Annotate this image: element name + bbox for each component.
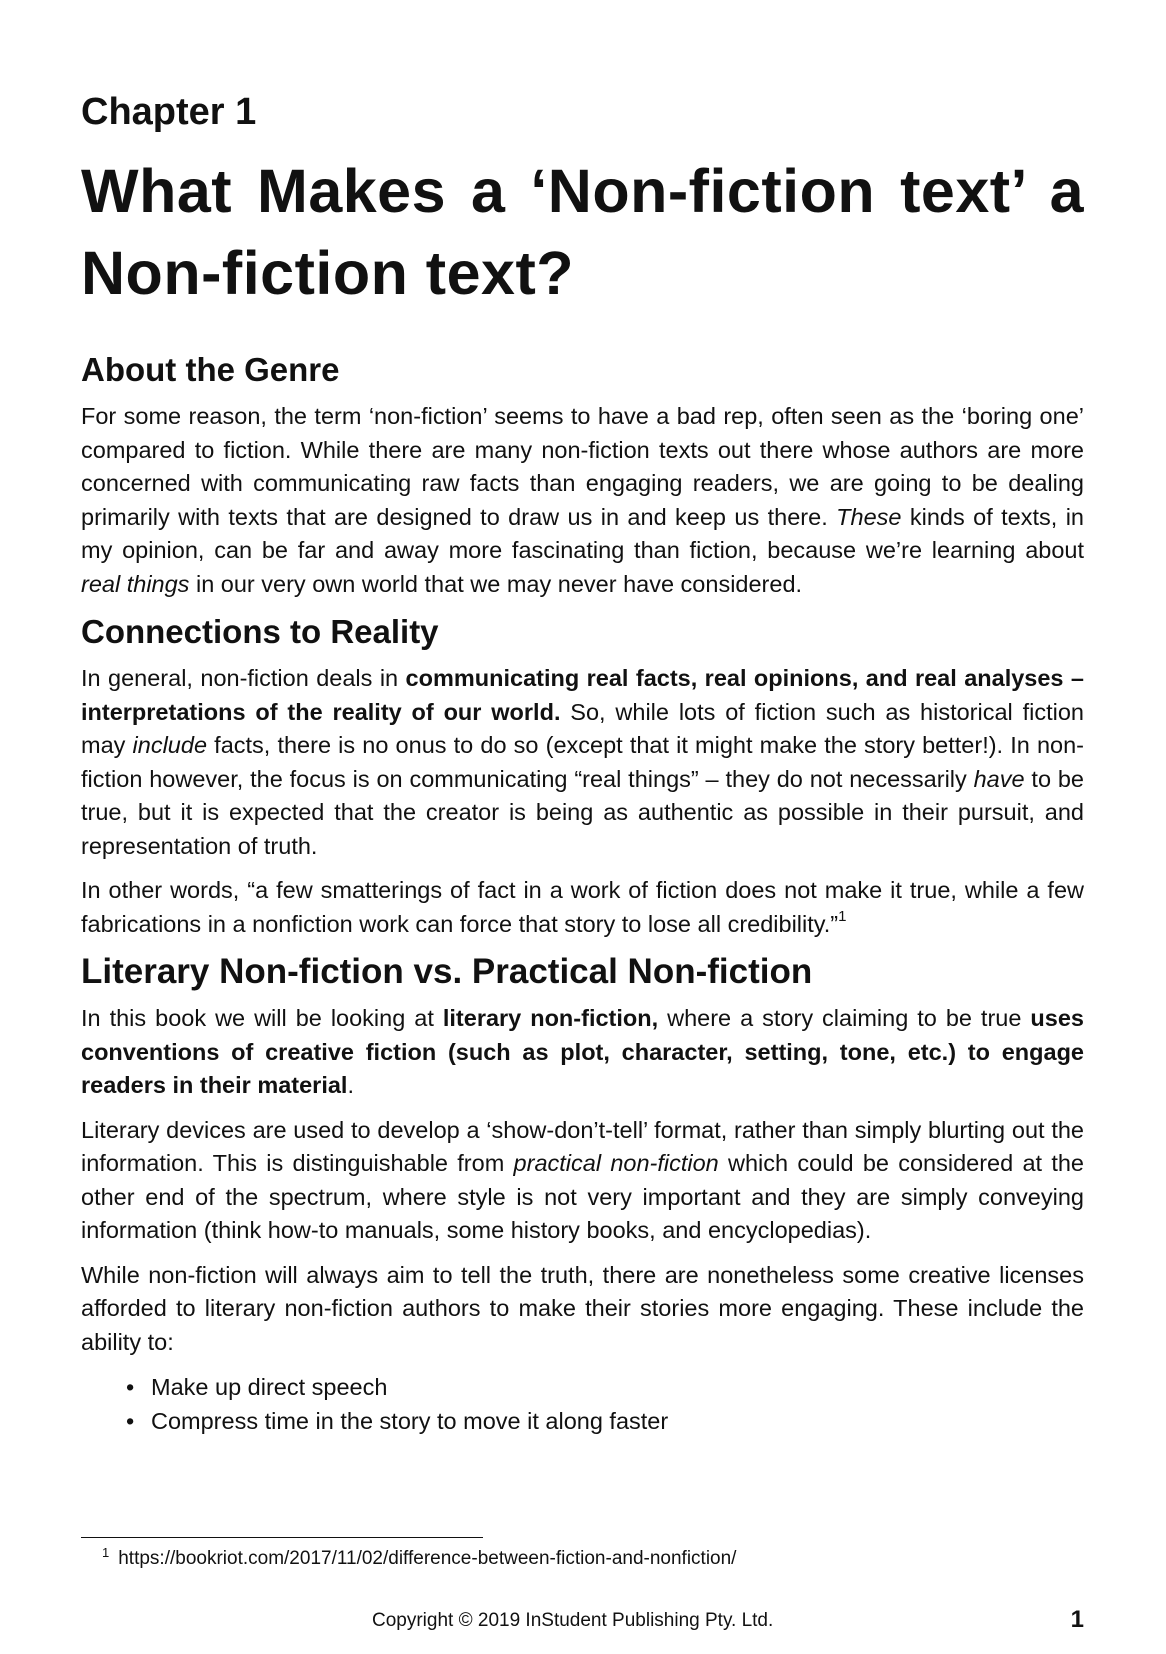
text-run: Literary devices are used to develop a ‘show-don’t-tell’ format, rather than simply blurting out the information. This is distinguishable from	[81, 1116, 1084, 1176]
text-run: So, while lots of fiction such as historical fiction may	[81, 698, 1084, 758]
literary-paragraph-3: While non-fiction will always aim to tell the truth, there are nonetheless some creative licenses afforded to literary non-fiction authors to make their stories more engaging. These include the ability to:	[81, 1261, 1084, 1355]
text-run: .	[347, 1072, 354, 1098]
text-run: to be true, but it is expected that the creator is being as authentic as possible in their pursuit, and representation of truth.	[81, 765, 1084, 859]
list-item-text: Compress time in the story to move it along faster	[151, 1407, 669, 1434]
italic-run: These	[836, 503, 902, 530]
copyright-notice: Copyright © 2019 InStudent Publishing Pty. Ltd.	[372, 1610, 774, 1631]
section-heading-reality: Connections to Reality	[81, 613, 439, 650]
italic-run: practical non-fiction	[513, 1150, 719, 1176]
section-heading-literary: Literary Non-fiction vs. Practical Non-fiction	[81, 952, 813, 991]
italic-run: have	[973, 765, 1025, 792]
text-run: facts, there is no onus to do so (except that it might make the story better!). In non-fiction however, the focus is on communicating “real things” – they do not necessarily	[81, 732, 1084, 792]
text-run: For some reason, the term ‘non-fiction’ seems to have a bad rep, often seen as the ‘boring one’ compared to fiction. While there are many non-fiction texts out there whose authors are more concerned with communicating raw facts than engaging readers, we are going to be dealing primarily with texts that are designed to draw us in and keep us there.	[81, 403, 1084, 530]
text-run: In general, non-fiction deals in	[81, 665, 406, 691]
text-run: in our very own world that we may never have considered.	[189, 570, 803, 597]
literary-paragraph-2	[81, 1114, 1084, 1248]
literary-paragraph-1	[81, 1002, 1084, 1103]
text-run: In other words, “a few smatterings of fact in a work of fiction does not make it true, while a few fabrications in a nonfiction work can force that story to lose all credibility.”	[81, 877, 1084, 937]
text-run: kinds of texts, in my opinion, can be far and away more fascinating than fiction, because we’re learning about	[81, 503, 1084, 563]
genre-paragraph	[81, 400, 1084, 601]
italic-run: include	[132, 732, 208, 758]
footnote-divider	[81, 1537, 483, 1538]
footnote-link[interactable]: https://bookriot.com/2017/11/02/difference-between-fiction-and-nonfiction/	[118, 1548, 737, 1569]
footnote-mark: 1	[102, 1545, 110, 1560]
bold-run: literary non-fiction,	[442, 1005, 659, 1031]
footnote-reference[interactable]: 1	[838, 907, 847, 925]
chapter-title: What Makes a ‘Non-fiction text’ a Non-fiction text?	[81, 157, 1084, 307]
section-heading-genre: About the Genre	[81, 351, 340, 388]
text-run: which could be considered at the other end of the spectrum, where style is not very important and they are simply conveying information (think how-to manuals, some history books, and encyclopedias).	[81, 1150, 1084, 1243]
bold-run: uses conventions of creative fiction (such as plot, character, setting, tone, etc.) to engage readers in their material	[81, 1005, 1084, 1098]
page-content	[81, 88, 1084, 1438]
text-run: where a story claiming to be true	[658, 1005, 1031, 1031]
chapter-label: Chapter 1	[81, 91, 257, 133]
footnote	[102, 1547, 736, 1572]
list-item	[126, 1371, 1084, 1405]
list-item-text: Make up direct speech	[151, 1374, 388, 1400]
bullet-icon: •	[126, 1374, 135, 1400]
italic-run: real things	[81, 570, 190, 597]
text-run: In this book we will be looking at	[81, 1005, 443, 1031]
reality-paragraph-1	[81, 662, 1084, 863]
license-list	[81, 1371, 1084, 1438]
list-item	[126, 1405, 1084, 1439]
reality-paragraph-2	[81, 874, 1084, 941]
bold-run: communicating real facts, real opinions, and real analyses – interpretations of the reality of our world.	[81, 665, 1084, 725]
page-number: 1	[1070, 1606, 1084, 1633]
bullet-icon: •	[126, 1407, 135, 1434]
